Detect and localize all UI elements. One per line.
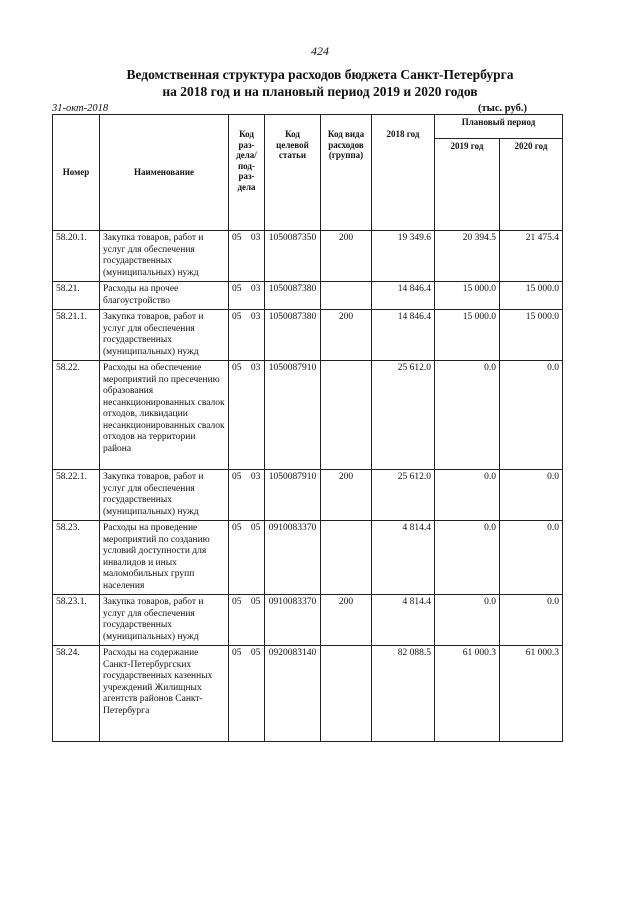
row-section-code: 05 03 (229, 470, 265, 521)
row-2018-value: 19 349.6 (372, 231, 435, 282)
row-section-code: 05 03 (229, 361, 265, 470)
row-2020-value: 61 000.3 (500, 646, 563, 742)
row-section-code: 05 03 (229, 231, 265, 282)
row-2018-value: 4 814.4 (372, 595, 435, 646)
header-row-1 (53, 115, 563, 139)
table-row (53, 470, 563, 521)
row-2019-value: 20 394.5 (435, 231, 500, 282)
row-expense-type (321, 521, 372, 595)
row-2019-value: 0.0 (435, 361, 500, 470)
table-row (53, 282, 563, 310)
row-2019-value: 15 000.0 (435, 282, 500, 310)
table-row (53, 310, 563, 361)
row-number: 58.21.1. (53, 310, 100, 361)
table-row (53, 595, 563, 646)
row-2019-value: 0.0 (435, 521, 500, 595)
row-2020-value: 0.0 (500, 521, 563, 595)
header-2019: 2019 год (435, 139, 500, 231)
row-2019-value: 0.0 (435, 595, 500, 646)
row-2020-value: 0.0 (500, 361, 563, 470)
row-2020-value: 21 475.4 (500, 231, 563, 282)
row-2020-value: 0.0 (500, 595, 563, 646)
row-2018-value: 14 846.4 (372, 310, 435, 361)
row-2020-value: 0.0 (500, 470, 563, 521)
header-name: Наименование (100, 115, 229, 231)
row-2019-value: 15 000.0 (435, 310, 500, 361)
row-number: 58.23.1. (53, 595, 100, 646)
row-section-code: 05 05 (229, 595, 265, 646)
table-row (53, 646, 563, 742)
row-section-code: 05 05 (229, 521, 265, 595)
row-expense-type: 200 (321, 231, 372, 282)
row-section-code: 05 03 (229, 310, 265, 361)
row-expense-type: 200 (321, 595, 372, 646)
row-2018-value: 82 088.5 (372, 646, 435, 742)
row-2019-value: 0.0 (435, 470, 500, 521)
row-name: Закупка товаров, работ и услуг для обеспечения государственных (муниципальных) нужд (100, 470, 229, 521)
table-row (53, 521, 563, 595)
header-number: Номер (53, 115, 100, 231)
row-2020-value: 15 000.0 (500, 282, 563, 310)
row-expense-type: 200 (321, 310, 372, 361)
row-number: 58.22. (53, 361, 100, 470)
row-target-code: 0910083370 (265, 595, 321, 646)
row-target-code: 1050087380 (265, 282, 321, 310)
row-name: Закупка товаров, работ и услуг для обеспечения государственных (муниципальных) нужд (100, 231, 229, 282)
row-name: Расходы на проведение мероприятий по созданию условий доступности для инвалидов и иных маломобильных групп населения (100, 521, 229, 595)
row-2018-value: 14 846.4 (372, 282, 435, 310)
header-2020: 2020 год (500, 139, 563, 231)
row-number: 58.23. (53, 521, 100, 595)
header-section-code: Код раз-дела/ под-раз-дела (229, 115, 265, 231)
row-target-code: 1050087380 (265, 310, 321, 361)
row-number: 58.21. (53, 282, 100, 310)
header-expense-type-code: Код вида расходов (группа) (321, 115, 372, 231)
row-target-code: 0910083370 (265, 521, 321, 595)
row-name: Закупка товаров, работ и услуг для обеспечения государственных (муниципальных) нужд (100, 595, 229, 646)
document-title (0, 66, 640, 100)
units-label: (тыс. руб.) (478, 103, 527, 114)
row-number: 58.22.1. (53, 470, 100, 521)
row-expense-type (321, 282, 372, 310)
table-row (53, 231, 563, 282)
table-row (53, 361, 563, 470)
row-name: Расходы на обеспечение мероприятий по пресечению образования несанкционированных свалок отходов, ликвидации несанкционированных свалок отходов на территории района (100, 361, 229, 470)
row-2018-value: 4 814.4 (372, 521, 435, 595)
row-name: Расходы на содержание Санкт-Петербургских государственных казенных учреждений Жилищных агентств районов Санкт-Петербурга (100, 646, 229, 742)
row-expense-type (321, 361, 372, 470)
row-2020-value: 15 000.0 (500, 310, 563, 361)
row-number: 58.24. (53, 646, 100, 742)
title-line-1: Ведомственная структура расходов бюджета Санкт-Петербурга (126, 67, 514, 82)
row-2018-value: 25 612.0 (372, 361, 435, 470)
header-2018: 2018 год (372, 115, 435, 231)
row-expense-type: 200 (321, 470, 372, 521)
row-target-code: 1050087910 (265, 470, 321, 521)
row-target-code: 1050087350 (265, 231, 321, 282)
row-target-code: 1050087910 (265, 361, 321, 470)
row-expense-type (321, 646, 372, 742)
row-name: Расходы на прочее благоустройство (100, 282, 229, 310)
row-section-code: 05 03 (229, 282, 265, 310)
header-target-code: Код целевой статьи (265, 115, 321, 231)
row-number: 58.20.1. (53, 231, 100, 282)
header-planned-period: Плановый период (435, 115, 563, 139)
row-2018-value: 25 612.0 (372, 470, 435, 521)
row-2019-value: 61 000.3 (435, 646, 500, 742)
row-target-code: 0920083140 (265, 646, 321, 742)
budget-table (52, 114, 563, 742)
page-number: 424 (311, 44, 329, 58)
title-line-2: на 2018 год и на плановый период 2019 и 2020 годов (162, 84, 478, 99)
row-name: Закупка товаров, работ и услуг для обеспечения государственных (муниципальных) нужд (100, 310, 229, 361)
row-section-code: 05 05 (229, 646, 265, 742)
document-date: 31-окт-2018 (52, 103, 109, 114)
